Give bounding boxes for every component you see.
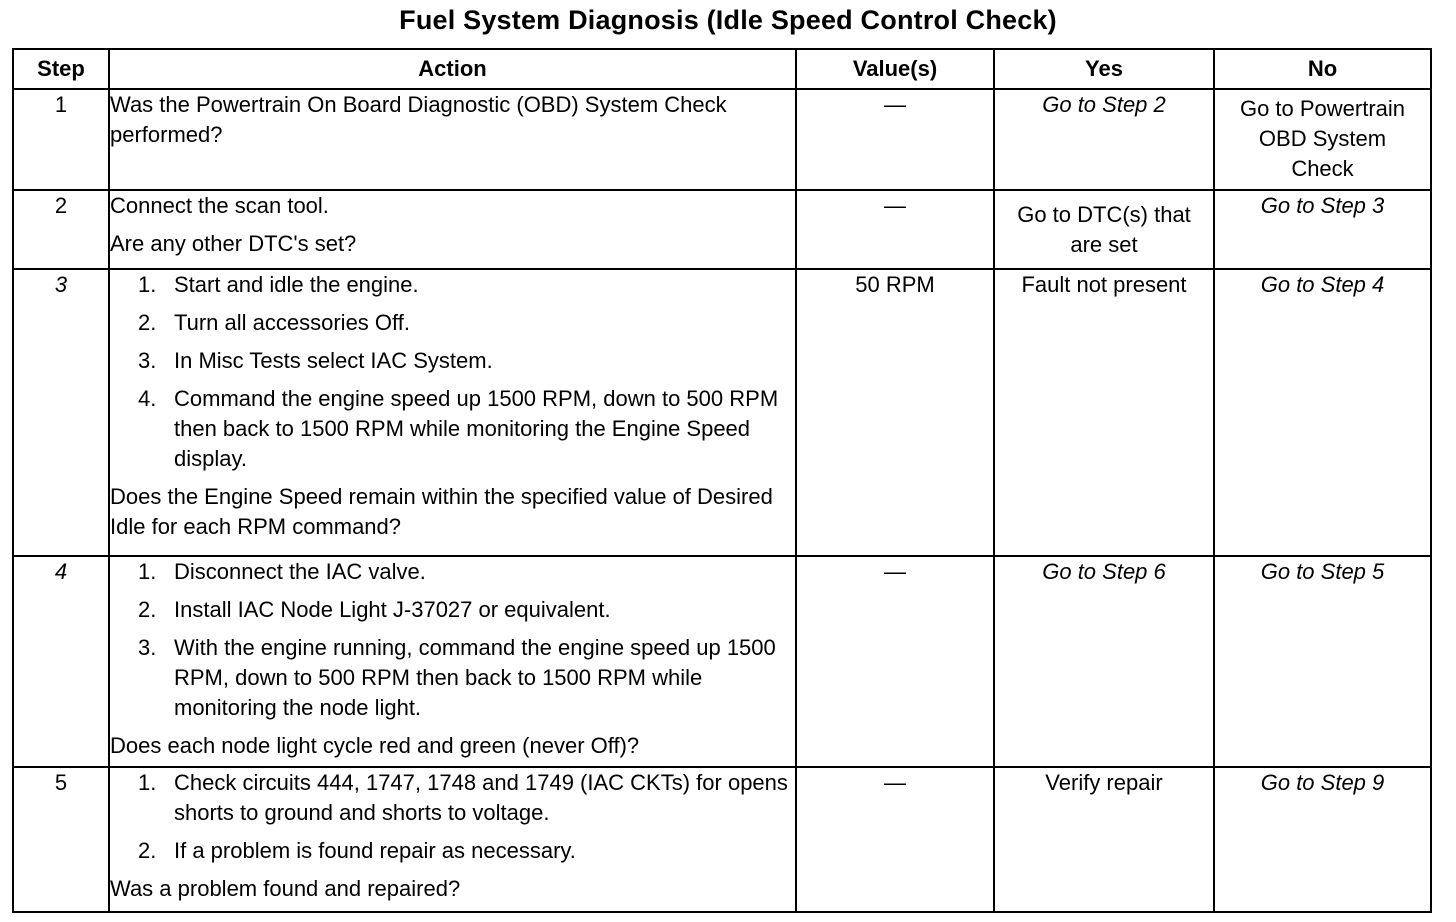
no-cell: Go to Powertrain OBD System Check — [1214, 89, 1431, 190]
list-item: 3. With the engine running, command the engine speed up 1500 RPM, down to 500 RPM then back to 1500 RPM while monitoring the node light. — [138, 635, 776, 720]
value-cell: 50 RPM — [796, 269, 994, 556]
header-yes: Yes — [994, 49, 1214, 89]
no-cell: Go to Step 4 — [1214, 269, 1431, 556]
action-steps — [110, 768, 795, 866]
table-row — [13, 269, 1431, 556]
no-cell: Go to Step 9 — [1214, 767, 1431, 912]
action-steps — [110, 557, 795, 723]
list-item: 1. Disconnect the IAC valve. — [138, 559, 426, 584]
action-question: Does each node light cycle red and green (never Off)? — [110, 733, 640, 758]
list-item: 2. Install IAC Node Light J-37027 or equivalent. — [138, 597, 611, 622]
yes-cell: Verify repair — [994, 767, 1214, 912]
yes-cell: Go to DTC(s) that are set — [994, 190, 1214, 269]
yes-cell: Go to Step 6 — [994, 556, 1214, 767]
value-cell: — — [796, 89, 994, 190]
step-number: 1 — [13, 89, 109, 190]
header-no: No — [1214, 49, 1431, 89]
page-title: Fuel System Diagnosis (Idle Speed Control Check) — [399, 5, 1057, 35]
header-values: Value(s) — [796, 49, 994, 89]
action-cell — [109, 556, 796, 767]
action-cell — [109, 89, 796, 190]
value-cell: — — [796, 556, 994, 767]
action-text: Was the Powertrain On Board Diagnostic (OBD) System Check performed? — [110, 92, 727, 147]
action-steps — [110, 270, 795, 474]
action-question: Does the Engine Speed remain within the specified value of Desired Idle for each RPM command? — [110, 484, 773, 539]
step-number: 4 — [13, 556, 109, 767]
action-question: Are any other DTC's set? — [110, 231, 357, 256]
action-text: Connect the scan tool. — [110, 193, 329, 218]
list-item: 2. If a problem is found repair as necessary. — [138, 838, 576, 863]
header-step: Step — [13, 49, 109, 89]
list-item: 1. Check circuits 444, 1747, 1748 and 1749 (IAC CKTs) for opens shorts to ground and shorts to voltage. — [138, 770, 788, 825]
list-item: 3. In Misc Tests select IAC System. — [138, 348, 493, 373]
yes-cell: Fault not present — [994, 269, 1214, 556]
table-row — [13, 556, 1431, 767]
action-cell — [109, 269, 796, 556]
header-action: Action — [109, 49, 796, 89]
action-cell — [109, 190, 796, 269]
step-number: 2 — [13, 190, 109, 269]
value-cell: — — [796, 190, 994, 269]
action-cell — [109, 767, 796, 912]
list-item: 4. Command the engine speed up 1500 RPM, down to 500 RPM then back to 1500 RPM while monitoring the Engine Speed display. — [138, 386, 779, 471]
value-cell: — — [796, 767, 994, 912]
table-row — [13, 190, 1431, 269]
header-row — [13, 49, 1431, 89]
action-question: Was a problem found and repaired? — [110, 876, 461, 901]
step-number: 5 — [13, 767, 109, 912]
yes-cell: Go to Step 2 — [994, 89, 1214, 190]
no-cell: Go to Step 5 — [1214, 556, 1431, 767]
list-item: 2. Turn all accessories Off. — [138, 310, 410, 335]
no-cell: Go to Step 3 — [1214, 190, 1431, 269]
step-number: 3 — [13, 269, 109, 556]
table-row — [13, 767, 1431, 912]
diagnosis-table — [12, 48, 1432, 913]
table-row — [13, 89, 1431, 190]
list-item: 1. Start and idle the engine. — [138, 272, 419, 297]
